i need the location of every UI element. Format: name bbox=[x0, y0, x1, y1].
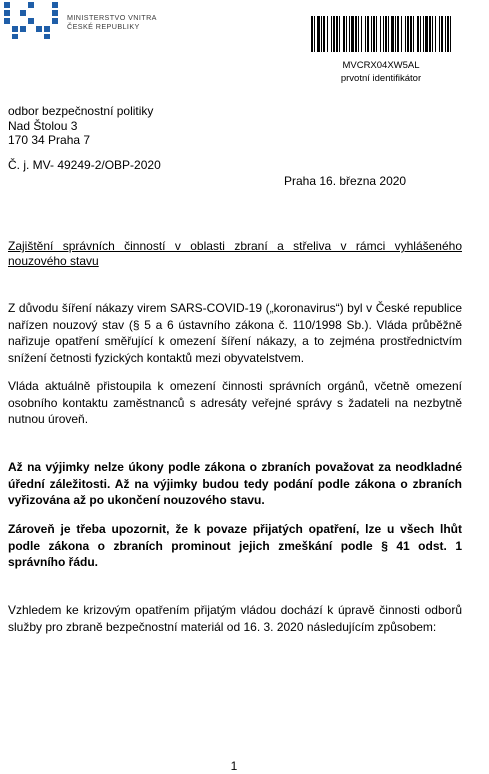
sender-city: 170 34 Praha 7 bbox=[8, 133, 91, 147]
ministry-name-line-1: MINISTERSTVO VNITRA bbox=[67, 13, 157, 22]
ministry-name bbox=[67, 13, 187, 31]
barcode-icon bbox=[311, 16, 451, 56]
sender-address bbox=[8, 104, 153, 148]
document-subject: Zajištění správních činností v oblasti zbraní a střeliva v rámci vyhlášeného nouzového stavu bbox=[8, 239, 462, 268]
ministry-logo-icon bbox=[2, 0, 64, 40]
page-number: 1 bbox=[230, 759, 238, 773]
paragraph-5: Vzhledem ke krizovým opatřením přijatým vládou dochází k úpravě činnosti odborů služby pro zbraně bezpečnostní materiál od 16. 3. 2020 následujícím způsobem: bbox=[8, 603, 462, 634]
barcode-code: MVCRX04XW5AL bbox=[342, 60, 420, 71]
sender-street: Nad Štolou 3 bbox=[8, 118, 78, 133]
sender-department: odbor bezpečnostní politiky bbox=[8, 104, 154, 118]
ministry-name-line-2: ČESKÉ REPUBLIKY bbox=[67, 22, 140, 31]
document-date: Praha 16. března 2020 bbox=[284, 174, 407, 188]
paragraph-3-bold: Až na výjimky nelze úkony podle zákona o zbraních považovat za neodkladné úřední záležitosti. Až na výjimky budou tedy podání podle zákona o zbraních vyřizována až po ukončení nouzového stavu. bbox=[8, 460, 462, 507]
reference-number: Č. j. MV- 49249-2/OBP-2020 bbox=[8, 158, 161, 172]
paragraph-4-bold: Zároveň je třeba upozornit, že k povaze přijatých opatření, lze u všech lhůt podle zákona o zbraních prominout jejich zmeškání podle § 41 odst. 1 správního řádu. bbox=[8, 522, 462, 569]
paragraph-1: Z důvodu šíření nákazy virem SARS-COVID-19 („koronavirus“) byl v České republice nařízen nouzový stav (§ 5 a 6 ústavního zákona č. 110/1998 Sb.). Vláda průběžně nařizuje opatření směřující k omezení šíření nákazy, a to zejména prostřednictvím snížení četnosti fyzických kontaktů mezi obyvatelstvem. bbox=[8, 301, 462, 365]
barcode-caption: prvotní identifikátor bbox=[340, 73, 422, 84]
paragraph-2: Vláda aktuálně přistoupila k omezení činnosti správních orgánů, včetně omezení osobního kontaktu zaměstnanců s adresáty veřejné správy s žadateli na nezbytně nutnou úroveň. bbox=[8, 379, 462, 426]
